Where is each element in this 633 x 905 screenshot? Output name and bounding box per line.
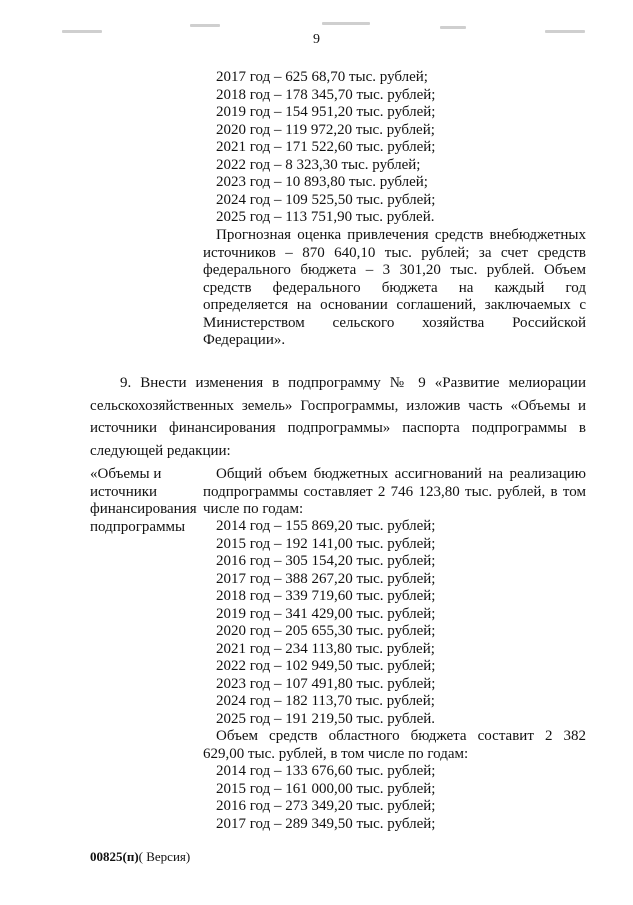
funding-label [90,466,200,536]
year-line: 2021 год – 171 522,60 тыс. рублей; [216,139,436,155]
footer-version: ( Версия) [138,849,191,864]
year-line: 2018 год – 339 719,60 тыс. рублей; [216,588,436,604]
year-line: 2017 год – 625 68,70 тыс. рублей; [216,69,428,85]
year-list-total [216,518,435,728]
total-paragraph: Общий объем бюджетных ассигнований на реализацию подпрограммы составляет 2 746 123,80 тыс. рублей, в том числе по годам: [203,466,586,517]
year-line: 2016 год – 273 349,20 тыс. рублей; [216,798,436,814]
funding-label-line: финансирования [90,501,197,517]
year-line: 2024 год – 109 525,50 тыс. рублей; [216,191,436,208]
page-number: 9 [313,32,320,47]
year-line: 2017 год – 388 267,20 тыс. рублей; [216,570,436,587]
funding-label-line: «Объемы и [90,466,162,482]
year-line: 2024 год – 182 113,70 тыс. рублей; [216,693,435,709]
year-line: 2019 год – 154 951,20 тыс. рублей; [216,104,436,120]
year-line: 2020 год – 119 972,20 тыс. рублей; [216,121,435,138]
year-line: 2017 год – 289 349,50 тыс. рублей; [216,815,436,832]
year-line: 2023 год – 107 491,80 тыс. рублей; [216,675,436,692]
year-line: 2023 год – 10 893,80 тыс. рублей; [216,174,428,190]
footer-code: 00825(п) [90,849,139,864]
year-line: 2015 год – 161 000,00 тыс. рублей; [216,780,436,797]
year-line: 2014 год – 133 676,60 тыс. рублей; [216,763,436,779]
regional-paragraph: Объем средств областного бюджета составит 2 382 629,00 тыс. рублей, в том числе по годам: [203,728,586,762]
year-line: 2019 год – 341 429,00 тыс. рублей; [216,605,436,622]
year-line: 2022 год – 102 949,50 тыс. рублей; [216,658,436,674]
footer [90,849,190,865]
forecast-paragraph: Прогнозная оценка привлечения средств внебюджетных источников – 870 640,10 тыс. рублей; за счет средств федерального бюджета – 3 301,20 тыс. рублей. Объем средств федерального бюджета на каждый год определяется на основании соглашений, заключаемых с Министерством сельского хозяйства Российской Федерации». [203,227,586,348]
funding-label-line: источники [90,483,158,500]
item-9-text: 9. Внести изменения в подпрограмму № 9 «Развитие мелиорации сельскохозяйственных земель» Госпрограммы, изложив часть «Объемы и источники финансирования подпрограммы» паспорта подпрограммы в следующей редакции: [90,375,586,459]
year-line: 2014 год – 155 869,20 тыс. рублей; [216,518,436,534]
year-list-top [216,69,435,227]
year-line: 2021 год – 234 113,80 тыс. рублей; [216,640,435,657]
year-list-regional [216,763,435,833]
item-9-paragraph [90,372,586,462]
funding-label-line: подпрограммы [90,518,186,535]
year-line: 2018 год – 178 345,70 тыс. рублей; [216,86,436,103]
year-line: 2025 год – 113 751,90 тыс. рублей. [216,209,435,225]
year-line: 2020 год – 205 655,30 тыс. рублей; [216,623,436,639]
year-line: 2022 год – 8 323,30 тыс. рублей; [216,156,421,173]
year-line: 2016 год – 305 154,20 тыс. рублей; [216,553,436,569]
year-line: 2025 год – 191 219,50 тыс. рублей. [216,710,436,727]
year-line: 2015 год – 192 141,00 тыс. рублей; [216,535,436,552]
